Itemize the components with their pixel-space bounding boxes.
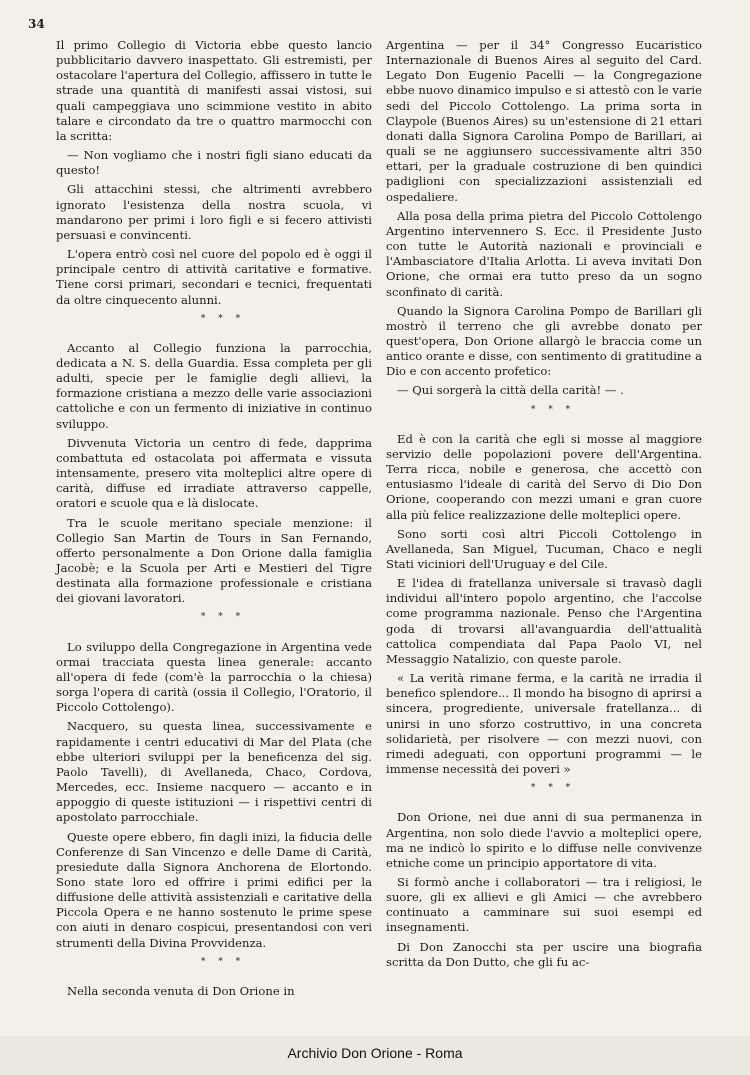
section-separator: * * *	[200, 612, 246, 623]
section-separator: * * *	[200, 313, 246, 324]
paragraph: Argentina — per il 34° Congresso Eucaristico Internazionale di Buenos Aires al seguito del Card. Legato Don Eugenio Pacelli — la Congregazione ebbe nuovo dinamico impulso e si attestò con le varie sedi del Piccolo Cottolengo. La prima sorta in Claypole (Buenos Aires) su un'estensione di 21 ettari donati dalla Signora Carolina Pompo de Barillari, ai quali se ne aggiunsero successivamente altri 350 ettari, per la graduale costruzione di ben quindici padiglioni con specializzazioni assistenziali ed ospedaliere.	[386, 38, 702, 204]
left-column	[56, 38, 372, 1003]
paragraph: Sono sorti così altri Piccoli Cottolengo in Avellaneda, San Miguel, Tucuman, Chaco e negli Stati viciniori dell'Uruguay e del Cile.	[386, 526, 702, 571]
paragraph: — Non vogliamo che i nostri figli siano educati da questo!	[56, 148, 372, 178]
section-separator: * * *	[530, 783, 576, 794]
quotation: « La verità rimane ferma, e la carità ne irradia il benefico splendore... Il mondo ha bisogno di aprirsi a sincera, progrediente, universale fratellanza... di unirsi in uno sforzo costruttivo, in una concreta solidarietà, per risolvere — con mezzi nuovi, con rimedi adeguati, con opportuni programmi — le immense necessità dei poveri »	[386, 671, 702, 777]
paragraph: E l'idea di fratellanza universale si travasò dagli individui all'intero popolo argentino, che l'accolse come programma nazionale. Penso che l'Argentina goda di trovarsi all'avanguardia dell'attualità cattolica compendiata dal Papa Paolo VI, nel Messaggio Natalizio, con queste parole.	[386, 576, 702, 666]
paragraph: Alla posa della prima pietra del Piccolo Cottolengo Argentino intervennero S. Ecc. il Presidente Justo con tutte le Autorità nazionali e provinciali e l'Ambasciatore d'Italia Arlotta. Li aveva invitati Don Orione, che ormai era tutto preso da un sogno sconfinato di carità.	[386, 208, 702, 299]
paragraph: — Qui sorgerà la città della carità! — .	[397, 383, 624, 398]
paragraph: Queste opere ebbero, fin dagli inizi, la fiducia delle Conferenze di San Vincenzo e delle Dame di Carità, presiedute dalla Signora Anchorena de Elortondo. Sono state loro ed offrire i primi edifici per la diffusione delle attività assistenziali e caritative della Piccola Opera e ne hanno sostenuto le prime spese con aiuti in denaro cospicui, presentandosi con veri strumenti della Divina Provvidenza.	[56, 829, 372, 950]
paragraph: Quando la Signora Carolina Pompo de Barillari gli mostrò il terreno che gli avrebbe donato per quest'opera, Don Orione allargò le braccia come un antico orante e disse, con sentimento di gratitudine a Dio e con accento profetico:	[386, 303, 702, 379]
paragraph: Il primo Collegio di Victoria ebbe questo lancio pubblicitario davvero inaspettato. Gli estremisti, per ostacolare l'apertura del Collegio, affissero in tutte le strade una quantità di manifesti assai vistosi, sui quali campeggiava uno scimmione vestito in abito talare e circondato da tre o quattro marmocchi con la scritta:	[56, 38, 372, 143]
paragraph: Tra le scuole meritano speciale menzione: il Collegio San Martin de Tours in San Fernando, offerto personalmente a Don Orione dalla famiglia Jacobè; e la Scuola per Arti e Mestieri del Tigre destinata alla formazione professionale e cristiana dei giovani lavoratori.	[56, 515, 372, 606]
paragraph: Ed è con la carità che egli si mosse al maggiore servizio delle popolazioni povere dell'Argentina. Terra ricca, nobile e generosa, che accettò con entusiasmo l'ideale di carità del Servo di Dio Don Orione, cooperando con mezzi umani e gran cuore alla più felice realizzazione delle molteplici opere.	[386, 431, 702, 522]
paragraph: Lo sviluppo della Congregazione in Argentina vede ormai tracciata questa linea generale: accanto all'opera di fede (com'è la parrocchia o la chiesa) sorga l'opera di carità (ossia il Collegio, l'Oratorio, il Piccolo Cottolengo).	[56, 639, 372, 715]
archive-footer: Archivio Don Orione - Roma	[287, 1045, 463, 1061]
paragraph: Divvenuta Victoria un centro di fede, dapprima combattuta ed ostacolata poi affermata e vissuta intensamente, presero vita molteplici altre opere di carità, diffuse ed irradiate attraverso cappelle, oratori e scuole qua e là dislocate.	[56, 435, 372, 511]
section-separator: * * *	[200, 956, 246, 967]
paragraph: Di Don Zanocchi sta per uscire una biografia scritta da Don Dutto, che gli fu ac-	[386, 939, 702, 969]
paragraph: Gli attacchini stessi, che altrimenti avrebbero ignorato l'esistenza della nostra scuola, vi mandarono per primi i loro figli e si fecero attivisti persuasi e convincenti.	[56, 182, 372, 242]
paragraph: Nacquero, su questa linea, successivamente e rapidamente i centri educativi di Mar del Plata (che ebbe ulteriori sviluppi per la beneficenza del sig. Paolo Tavelli), di Avellaneda, Chaco, Cordova, Mercedes, ecc. Insieme nacquero — accanto e in appoggio di queste istituzioni — i rispettivi centri di apostolato parrocchiale.	[56, 719, 372, 825]
paragraph: Don Orione, nei due anni di sua permanenza in Argentina, non solo diede l'avvio a molteplici opere, ma ne indicò lo spirito e lo diffuse nelle convivenze etniche come un principio apportatore di vita.	[386, 810, 702, 870]
section-separator: * * *	[530, 404, 576, 415]
paragraph: Nella seconda venuta di Don Orione in	[67, 983, 295, 998]
page-number: 34	[28, 17, 45, 31]
right-column	[386, 38, 702, 974]
paragraph: Accanto al Collegio funziona la parrocchia, dedicata a N. S. della Guardia. Essa completa per gli adulti, specie per le famiglie degli allievi, la formazione cristiana a mezzo delle varie associazioni cattoliche e con un fermento di iniziative in continuo sviluppo.	[56, 340, 372, 431]
paragraph: Si formò anche i collaboratori — tra i religiosi, le suore, gli ex allievi e gli Amici — che avrebbero continuato a camminare sui suoi esempi ed insegnamenti.	[386, 874, 702, 935]
paragraph: L'opera entrò così nel cuore del popolo ed è oggi il principale centro di attività caritative e formative. Tiene corsi primari, secondari e tecnici, frequentati da oltre cinquecento alunni.	[56, 247, 372, 307]
